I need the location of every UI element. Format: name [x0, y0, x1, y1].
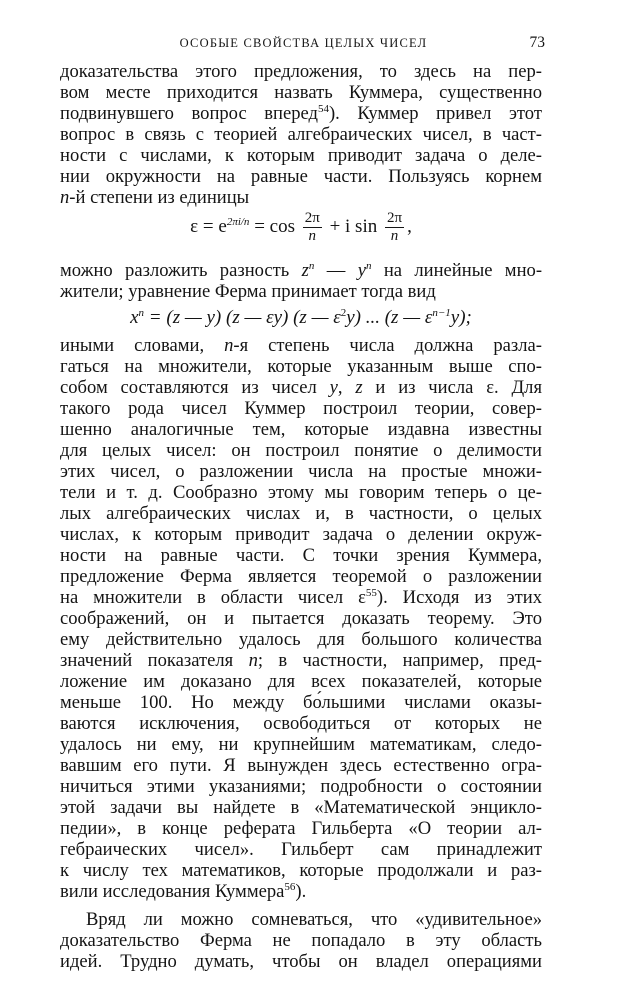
text-line: к числу тех математиков, которые продолжали и раз- [60, 860, 542, 881]
text-line: вавшим его пути. Я вынужден здесь естественно огра- [60, 755, 542, 776]
text-fragment: , [337, 377, 356, 398]
text-line [60, 187, 542, 208]
text-line: шенно аналогичные тем, которые издавна известны [60, 419, 542, 440]
text-line: ности на равные части. С точки зрения Куммера, [60, 545, 542, 566]
text-line [60, 335, 542, 356]
formula-part: = cos [254, 215, 295, 237]
fraction-denominator: n [308, 228, 317, 244]
text-fragment: ). Куммер привел этот [328, 103, 542, 124]
text-line [60, 587, 542, 608]
text-line: Вряд ли можно сомневаться, что «удивительное» [86, 909, 542, 930]
running-title: ОСОБЫЕ СВОЙСТВА ЦЕЛЫХ ЧИСЕЛ [179, 36, 428, 50]
text-fragment: -я степень числа должна разла- [233, 335, 542, 356]
math-var: ε [486, 377, 495, 398]
formula-epsilon [60, 210, 542, 245]
fraction-numerator: 2π [304, 210, 320, 226]
text-line: ваются исключения, освободиться от которых не [60, 713, 542, 734]
text-fragment: собом составляются из чисел [60, 377, 330, 398]
formula-exponent: 2 [340, 307, 347, 319]
formula-part: ε = e [190, 215, 227, 237]
footnote-ref: 56 [284, 881, 296, 893]
text-line: гаться на множители, которые указанным выше спо- [60, 356, 542, 377]
text-line: педии», в конце реферата Гильберта «О теории ал- [60, 818, 542, 839]
text-line: меньше 100. Но между бо́льшими числами оказы- [60, 692, 542, 713]
fraction [385, 210, 404, 245]
text-line: идей. Трудно думать, чтобы он владел операциями [60, 951, 542, 972]
math-var: n [248, 650, 258, 671]
text-fragment: ). Исходя из этих [376, 587, 542, 608]
math-var: n [224, 335, 234, 356]
formula-part: + i sin [329, 215, 378, 237]
text-line: этих чисел, о разложении числа на простые множи- [60, 461, 542, 482]
footnote-ref: 55 [365, 587, 377, 599]
text-line [60, 377, 542, 398]
text-line: предложение Ферма является теоремой о разложении [60, 566, 542, 587]
formula-fermat [60, 307, 542, 329]
text-fragment: на множители в области чисел ε [60, 587, 366, 608]
text-line [60, 650, 542, 671]
text-line: этой задачи вы найдете в «Математической энцикло- [60, 797, 542, 818]
text-line: доказательство Ферма не попадало в эту область [60, 930, 542, 951]
text-fragment: подвинувшего вопрос вперед [60, 103, 318, 124]
math-var: z [301, 260, 309, 281]
footnote-ref: 54 [317, 103, 329, 115]
page-number: 73 [529, 34, 545, 51]
math-var: n [60, 187, 70, 208]
formula-exponent: n [138, 307, 145, 319]
text-fragment: значений показателя [60, 650, 249, 671]
formula-part: y) ... (z — ε [346, 307, 433, 328]
formula-part: , [407, 215, 412, 237]
text-line: лых алгебраических числах и, в частности, о целых [60, 503, 542, 524]
text-line: числах, к которым приводит задача о делении окруж- [60, 524, 542, 545]
text-fragment: . Для [494, 377, 542, 398]
text-line: доказательства этого предложения, то здесь на пер- [60, 61, 542, 82]
math-exponent: n [365, 260, 372, 272]
fraction-denominator: n [390, 228, 399, 244]
text-line: тели и т. д. Сообразно этому мы говорим теперь о це- [60, 482, 542, 503]
text-line [60, 881, 542, 902]
text-fragment: ; в частности, например, пред- [257, 650, 542, 671]
text-line: ничиться этими указаниями; подробности о состоянии [60, 776, 542, 797]
text-fragment: ). [295, 881, 307, 902]
math-var: y [329, 377, 338, 398]
fraction-numerator: 2π [386, 210, 403, 226]
text-line: удалось ни ему, ни крупнейшим математикам, следо- [60, 734, 542, 755]
text-line: для целых чисел: он построил понятие о делимости [60, 440, 542, 461]
text-fragment: и из числа [362, 377, 487, 398]
fraction [303, 210, 322, 245]
text-line: жители; уравнение Ферма принимает тогда вид [60, 281, 436, 302]
text-line: нии окружности на равные части. Пользуясь корнем [60, 166, 542, 187]
math-var: x [130, 307, 139, 328]
text-line: такого рода чисел Куммер построил теории, совер- [60, 398, 542, 419]
math-var: z [355, 377, 363, 398]
formula-exponent: n−1 [432, 307, 451, 319]
text-fragment: — [314, 260, 358, 281]
text-fragment: вили исследования Куммера [60, 881, 285, 902]
text-line: ложение им доказано для всех показателей, которые [60, 671, 542, 692]
text-fragment: на линейные мно- [371, 260, 543, 281]
text-line: вопрос в связь с теорией алгебраических чисел, в част- [60, 124, 542, 145]
text-line [60, 260, 542, 281]
math-exponent: n [308, 260, 315, 272]
text-line [60, 103, 542, 124]
math-var: y [357, 260, 366, 281]
text-line: гебраических чисел». Гильберт сам принадлежит [60, 839, 542, 860]
formula-part: = (z — y) (z — εy) (z — ε [144, 307, 341, 328]
text-fragment: иными словами, [60, 335, 225, 356]
text-fragment: -й степени из единицы [69, 187, 250, 208]
text-line: соображений, он и пытается доказать теорему. Это [60, 608, 542, 629]
text-line: ности с числами, к которым приводит задача о деле- [60, 145, 542, 166]
text-line: вом месте приходится назвать Куммера, существенно [60, 82, 542, 103]
formula-part: y); [450, 307, 472, 328]
text-fragment: можно разложить разность [60, 260, 302, 281]
text-line: ему действительно удалось для большого количества [60, 629, 542, 650]
formula-exponent: 2πi/n [226, 215, 250, 228]
